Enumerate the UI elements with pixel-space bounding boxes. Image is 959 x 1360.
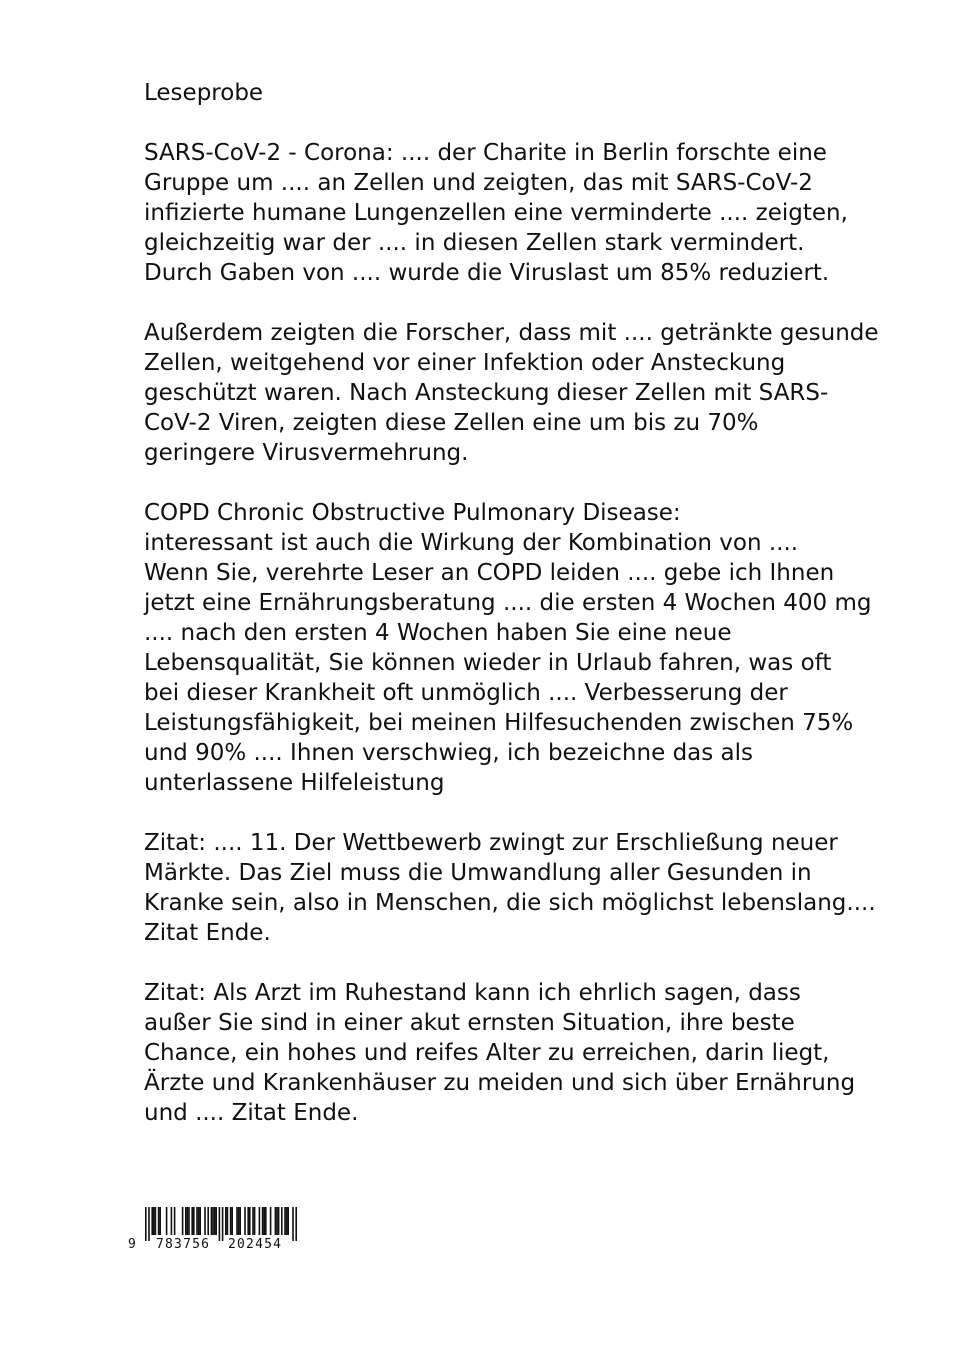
barcode-bar <box>153 1207 155 1235</box>
text-line: unterlassene Hilfeleistung <box>144 770 445 796</box>
barcode-bar <box>171 1207 173 1235</box>
barcode-bar <box>225 1207 227 1235</box>
text-line: außer Sie sind in einer akut ernsten Situation, ihre beste <box>144 1010 795 1036</box>
barcode-bar <box>191 1207 193 1235</box>
barcode-bar <box>230 1207 232 1235</box>
text-line: CoV-2 Viren, zeigten diese Zellen eine um bis zu 70% <box>144 410 759 436</box>
barcode-bar <box>187 1207 189 1235</box>
barcode-bars <box>145 1207 303 1241</box>
barcode-bar <box>188 1207 190 1235</box>
text-line: und .... Zitat Ende. <box>144 1100 359 1126</box>
barcode-bar <box>207 1207 209 1235</box>
text-line: bei dieser Krankheit oft unmöglich .... Verbesserung der <box>144 680 788 706</box>
barcode-right-group: 202454 <box>228 1237 283 1252</box>
barcode-bar <box>249 1207 251 1235</box>
text-line: COPD Chronic Obstructive Pulmonary Disease: <box>144 500 681 526</box>
barcode-bar <box>174 1207 176 1235</box>
barcode-bar <box>270 1207 272 1235</box>
text-line: Leistungsfähigkeit, bei meinen Hilfesuchenden zwischen 75% <box>144 710 854 736</box>
barcode-bar <box>238 1207 240 1235</box>
text-line: Durch Gaben von .... wurde die Viruslast um 85% reduziert. <box>144 260 830 286</box>
barcode-bar <box>244 1207 246 1235</box>
text-line: infizierte humane Lungenzellen eine verminderte .... zeigten, <box>144 200 848 226</box>
text-line: SARS-CoV-2 - Corona: .... der Charite in Berlin forschte eine <box>144 140 827 166</box>
text-line: jetzt eine Ernährungsberatung .... die ersten 4 Wochen 400 mg <box>144 590 872 616</box>
barcode-bar <box>212 1207 214 1235</box>
barcode-bar <box>148 1207 150 1241</box>
barcode-bar <box>166 1207 168 1235</box>
barcode-bar <box>158 1207 160 1235</box>
text-line: Lebensqualität, Sie können wieder in Urlaub fahren, was oft <box>144 650 832 676</box>
barcode-bar <box>286 1207 288 1235</box>
barcode-bar <box>265 1207 267 1235</box>
barcode-left-group: 783756 <box>156 1237 211 1252</box>
barcode-bar <box>252 1207 254 1235</box>
barcode-bar <box>275 1207 277 1235</box>
barcode-bar <box>247 1207 249 1235</box>
paragraph-zitat-wettbewerb <box>144 828 876 948</box>
barcode-bar <box>254 1207 256 1235</box>
barcode-bar <box>211 1207 213 1235</box>
text-line: Kranke sein, also in Menschen, die sich möglichst lebenslang.... <box>144 890 876 916</box>
text-line: Außerdem zeigten die Forscher, dass mit .... getränkte gesunde <box>144 320 879 346</box>
barcode-bar <box>185 1207 187 1235</box>
barcode-bar <box>215 1207 217 1235</box>
barcode-bar <box>155 1207 157 1235</box>
paragraph-zitat-arzt <box>144 978 856 1128</box>
barcode-bar <box>193 1207 195 1235</box>
barcode-bar <box>276 1207 278 1235</box>
barcode-bar <box>259 1207 261 1235</box>
text-line: Zitat: Als Arzt im Ruhestand kann ich ehrlich sagen, dass <box>144 980 801 1006</box>
barcode-bar <box>262 1207 264 1235</box>
document-heading: Leseprobe <box>144 80 264 106</box>
barcode-first-digit: 9 <box>128 1237 138 1252</box>
barcode-bar <box>145 1207 147 1241</box>
barcode-bar <box>227 1207 229 1235</box>
barcode-bar <box>214 1207 216 1235</box>
barcode-bar <box>278 1207 280 1235</box>
document-page <box>144 78 879 1158</box>
barcode-bar <box>263 1207 265 1235</box>
barcode-bar <box>151 1207 153 1235</box>
paragraph-forscher <box>144 318 879 468</box>
barcode-bar <box>219 1207 221 1241</box>
barcode-bar <box>281 1207 283 1235</box>
paragraph-copd <box>144 498 872 798</box>
text-line: Gruppe um .... an Zellen und zeigten, das mit SARS-CoV-2 <box>144 170 813 196</box>
text-line: Märkte. Das Ziel muss die Umwandlung aller Gesunden in <box>144 860 812 886</box>
barcode-bar <box>182 1207 184 1235</box>
text-line: Chance, ein hohes und reifes Alter zu erreichen, darin liegt, <box>144 1040 830 1066</box>
barcode-bar <box>284 1207 286 1235</box>
text-line: Ärzte und Krankenhäuser zu meiden und sich über Ernährung <box>144 1070 856 1096</box>
barcode-bar <box>231 1207 233 1235</box>
isbn-barcode <box>128 1207 308 1255</box>
barcode-bar <box>222 1207 224 1241</box>
text-line: Zitat: .... 11. Der Wettbewerb zwingt zur Erschließung neuer <box>144 830 838 856</box>
text-line: .... nach den ersten 4 Wochen haben Sie eine neue <box>144 620 732 646</box>
text-line: geringere Virusvermehrung. <box>144 440 469 466</box>
barcode-bar <box>204 1207 206 1235</box>
barcode-bar <box>239 1207 241 1235</box>
text-line: gleichzeitig war der .... in diesen Zellen stark vermindert. <box>144 230 805 256</box>
barcode-bar <box>292 1207 294 1241</box>
barcode-bar <box>295 1207 297 1241</box>
text-line: Wenn Sie, verehrte Leser an COPD leiden .... gebe ich Ihnen <box>144 560 835 586</box>
text-line: Zellen, weitgehend vor einer Infektion oder Ansteckung <box>144 350 786 376</box>
barcode-bar <box>159 1207 161 1235</box>
barcode-bar <box>236 1207 238 1235</box>
barcode-bar <box>287 1207 289 1235</box>
barcode-bar <box>199 1207 201 1235</box>
text-line: interessant ist auch die Wirkung der Kombination von .... <box>144 530 799 556</box>
text-line: und 90% .... Ihnen verschwieg, ich bezeichne das als <box>144 740 754 766</box>
text-line: Zitat Ende. <box>144 920 271 946</box>
paragraph-sars-cov-2 <box>144 138 848 288</box>
text-line: geschützt waren. Nach Ansteckung dieser Zellen mit SARS- <box>144 380 829 406</box>
barcode-bar <box>198 1207 200 1235</box>
barcode-bar <box>196 1207 198 1235</box>
